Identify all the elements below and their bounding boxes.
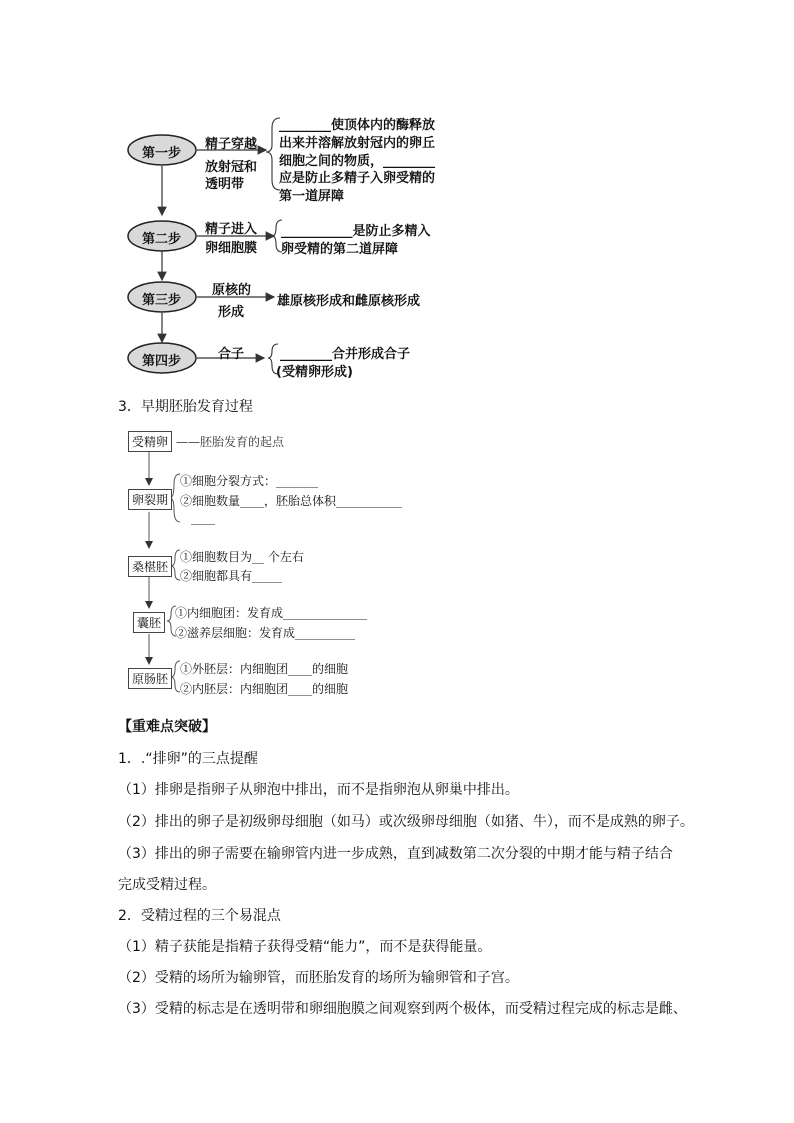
step-1-result-line: 第一道屏障 bbox=[279, 189, 345, 204]
key-point-1-title: 1．.“排卵”的三点提醒 bbox=[118, 751, 258, 767]
stage-note: ——胚胎发育的起点 bbox=[176, 435, 285, 449]
stage-note: ①内细胞团：发育成______________ bbox=[175, 606, 368, 620]
step-2-process-line: 精子进入 bbox=[205, 222, 258, 237]
step-3-label: 第三步 bbox=[142, 293, 182, 308]
step-3-process-line: 形成 bbox=[218, 305, 245, 320]
key-point-2-line: （2）受精的场所为输卵管，而胚胎发育的场所为输卵管和子宫。 bbox=[118, 970, 519, 986]
step-1-process-line: 透明带 bbox=[205, 177, 245, 192]
stage-box-cleavage: 卵裂期 bbox=[128, 489, 172, 510]
key-point-2-title: 2．受精过程的三个易混点 bbox=[118, 908, 281, 924]
stage-note: ____ bbox=[191, 511, 215, 525]
step-1-result-line: 出来并溶解放射冠内的卵丘 bbox=[279, 136, 436, 151]
step-1-process-line: 放射冠和 bbox=[205, 160, 258, 175]
stage-note: ②滋养层细胞：发育成__________ bbox=[175, 626, 356, 640]
step-4-label: 第四步 bbox=[142, 354, 182, 369]
step-3-process-line: 原核的 bbox=[212, 283, 252, 298]
key-point-1-line: （3）排出的卵子需要在输卵管内进一步成熟，直到减数第二次分裂的中期才能与精子结合 bbox=[118, 846, 673, 862]
stage-note: ①细胞分裂方式：_______ bbox=[180, 474, 319, 488]
stage-box-zygote: 受精卵 bbox=[128, 431, 172, 452]
step-1-result-line: 细胞之间的物质，________ bbox=[279, 154, 436, 169]
step-4-result-line: ________合并形成合子 bbox=[280, 347, 411, 362]
step-2-label: 第二步 bbox=[142, 232, 182, 247]
stage-box-blastocyst: 囊胚 bbox=[133, 612, 165, 633]
key-point-2-line: （1）精子获能是指精子获得受精“能力”，而不是获得能量。 bbox=[118, 939, 492, 955]
stage-box-morula: 桑椹胚 bbox=[128, 556, 172, 577]
stage-note: ①细胞数目为__ 个左右 bbox=[180, 550, 304, 564]
key-point-1-line: （2）排出的卵子是初级卵母细胞（如马）或次级卵母细胞（如猪、牛），而不是成熟的卵子。 bbox=[118, 814, 694, 830]
stage-note: ②内胚层：内细胞团____的细胞 bbox=[180, 682, 349, 696]
step-1-result-line: 应是防止多精子入卵受精的 bbox=[279, 171, 436, 186]
step-2-result-line: ___________是防止多精入 bbox=[281, 224, 431, 239]
key-point-2-line: （3）受精的标志是在透明带和卵细胞膜之间观察到两个极体，而受精过程完成的标志是雌、 bbox=[118, 1001, 687, 1017]
step-4-result-line: (受精卵形成) bbox=[276, 365, 353, 380]
key-points-heading: 【重难点突破】 bbox=[118, 719, 216, 735]
step-2-result-line: 卵受精的第二道屏障 bbox=[281, 242, 399, 257]
step-4-process-line: 合子 bbox=[218, 347, 245, 362]
key-point-1-line: 完成受精过程。 bbox=[118, 877, 216, 893]
step-2-process-line: 卵细胞膜 bbox=[205, 241, 258, 256]
step-1-process-line: 精子穿越 bbox=[205, 137, 258, 152]
key-point-1-line: （1）排卵是指卵子从卵泡中排出，而不是指卵泡从卵巢中排出。 bbox=[118, 782, 519, 798]
section-3-title: 3．早期胚胎发育过程 bbox=[118, 399, 253, 415]
stage-note: ①外胚层：内细胞团____的细胞 bbox=[180, 662, 349, 676]
step-1-label: 第一步 bbox=[142, 146, 182, 161]
step-1-result-line: ________使顶体内的酶释放 bbox=[279, 118, 436, 133]
step-3-result-line: 雄原核形成和雌原核形成 bbox=[277, 294, 421, 309]
stage-note: ②细胞都具有_____ bbox=[180, 569, 283, 583]
stage-box-gastrula: 原肠胚 bbox=[128, 668, 172, 689]
stage-note: ②细胞数量____，胚胎总体积___________ bbox=[180, 494, 403, 508]
